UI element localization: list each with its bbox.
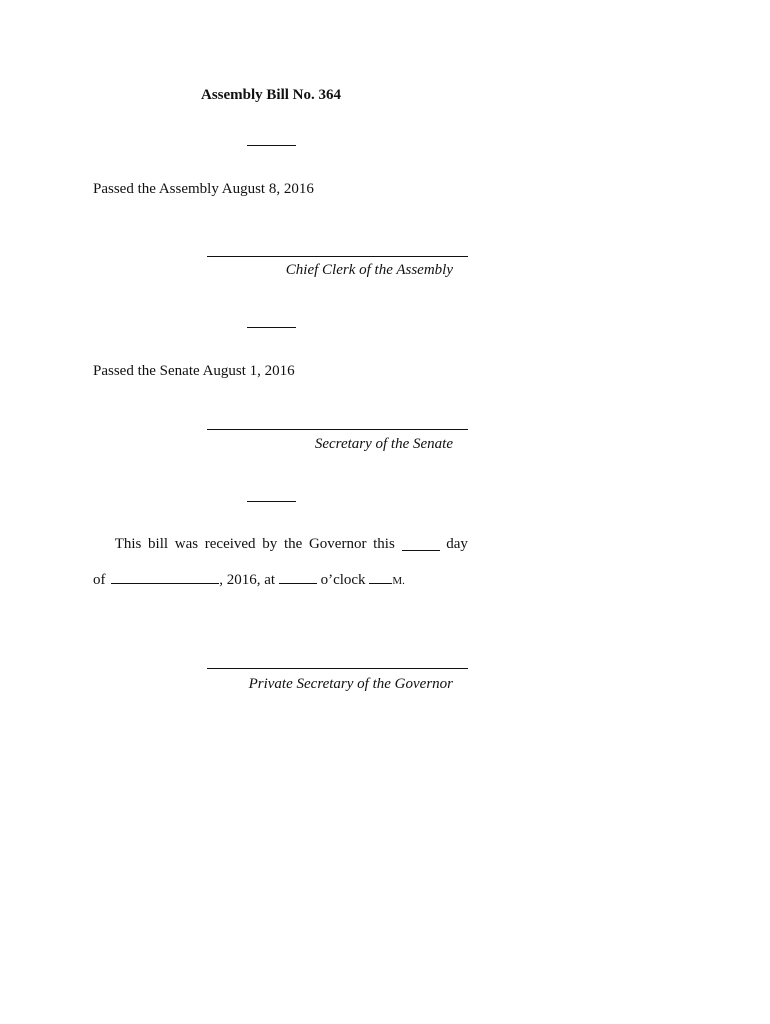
day-blank	[402, 536, 440, 551]
senate-signature-line	[207, 429, 468, 430]
oclock-label: o’clock	[320, 572, 366, 588]
received-word: the	[283, 536, 303, 552]
received-word: received	[204, 536, 256, 552]
received-word: was	[174, 536, 199, 552]
section-divider	[247, 501, 296, 502]
year-at-label: , 2016, at	[219, 572, 276, 588]
hour-blank	[279, 569, 317, 584]
senate-signatory-label: Secretary of the Senate	[314, 436, 453, 452]
section-divider	[247, 327, 296, 328]
received-word: this	[373, 536, 395, 552]
assembly-signature-line	[207, 256, 468, 257]
day-label: day	[446, 536, 468, 552]
received-word: Governor	[308, 536, 367, 552]
received-word: by	[262, 536, 278, 552]
received-word: bill	[148, 536, 169, 552]
bill-title: Assembly Bill No. 364	[201, 87, 342, 103]
assembly-passed-text: Passed the Assembly August 8, 2016	[93, 181, 314, 197]
of-label: of	[93, 572, 106, 588]
governor-signatory-label: Private Secretary of the Governor	[248, 676, 453, 692]
governor-signature-line	[207, 668, 468, 669]
senate-passed-text: Passed the Senate August 1, 2016	[93, 363, 295, 379]
assembly-signatory-label: Chief Clerk of the Assembly	[285, 262, 453, 278]
month-blank	[111, 569, 219, 584]
governor-date-line	[93, 569, 405, 589]
governor-received-line	[93, 536, 468, 553]
received-word: This	[114, 536, 142, 552]
section-divider	[247, 145, 296, 146]
meridiem-suffix: M.	[392, 575, 405, 587]
meridiem-blank	[369, 569, 392, 584]
